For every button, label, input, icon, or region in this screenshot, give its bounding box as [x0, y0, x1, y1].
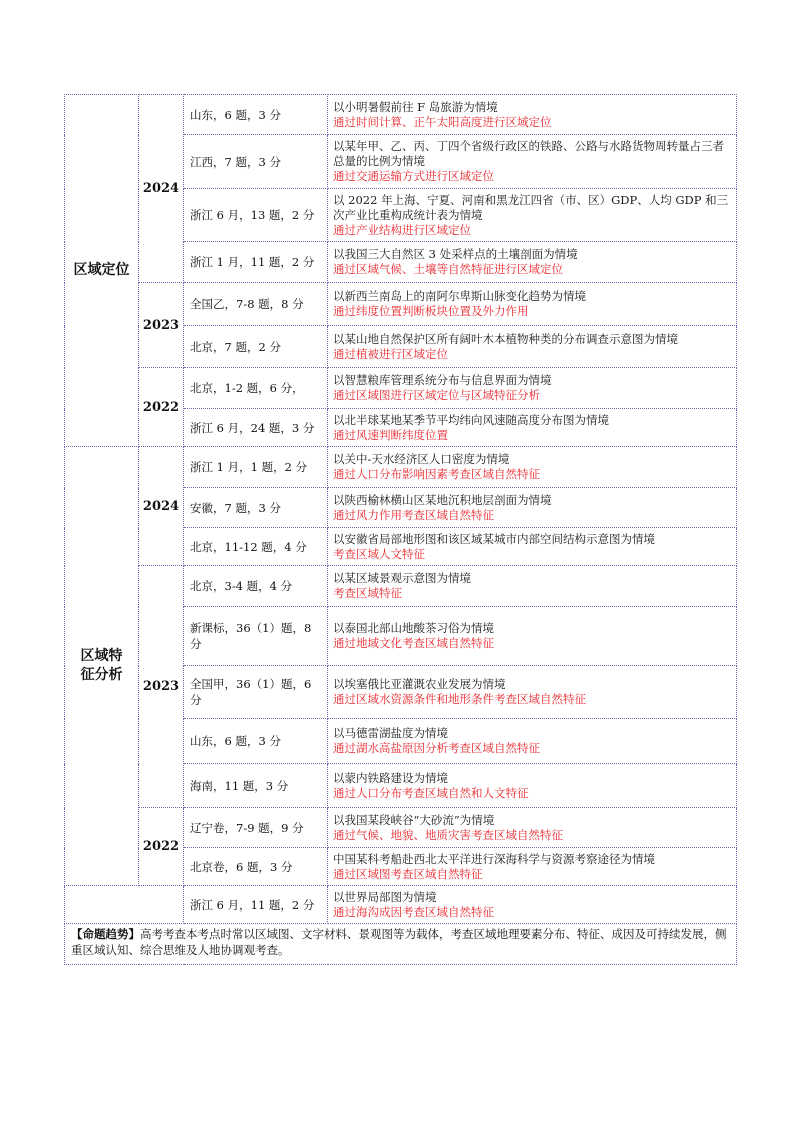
context-cell	[328, 566, 737, 607]
question-cell: 江西，7 题，3 分	[184, 135, 328, 189]
context-text: 以埃塞俄比亚灌溉农业发展为情境	[333, 677, 506, 691]
context-text: 以蒙内铁路建设为情境	[333, 770, 448, 785]
context-cell	[328, 95, 737, 135]
question-cell: 浙江 1 月，11 题，2 分	[184, 242, 328, 283]
question-cell: 北京，11-12 题，4 分	[184, 528, 328, 566]
context-cell	[328, 607, 737, 666]
year-cell	[139, 95, 184, 283]
question-cell: 北京，1-2 题，6 分，	[184, 368, 328, 409]
year-cell	[139, 447, 184, 566]
question-cell: 全国乙，7-8 题，8 分	[184, 283, 328, 326]
year-cell	[139, 566, 184, 808]
context-text: 以马德雷湖盐度为情境	[333, 726, 448, 740]
context-text: 以某区域景观示意图为情境	[333, 571, 471, 585]
topic-cell	[65, 447, 139, 886]
method-text: 通过区域图考查区域自然特征	[333, 866, 483, 881]
context-text: 以某山地自然保护区所有阔叶木本植物种类的分布调查示意图为情境	[333, 331, 678, 346]
context-text: 以我国某段峡谷“大砂流”为情境	[333, 812, 495, 827]
year-label: 2024	[142, 498, 180, 514]
question-cell: 浙江 6 月，13 题，2 分	[184, 189, 328, 242]
method-text: 通过区域气候、土壤等自然特征进行区域定位	[333, 262, 563, 276]
context-text: 以小明暑假前往 F 岛旅游为情境	[333, 99, 498, 114]
context-text: 以某年甲、乙、丙、丁四个省级行政区的铁路、公路与水路货物周转量占三者总量的比例为情境	[333, 139, 724, 168]
context-text: 以北半球某地某季节平均纬向风速随高度分布图为情境	[333, 412, 609, 427]
year-label: 2023	[142, 317, 180, 333]
method-text: 考查区域人文特征	[333, 546, 425, 561]
method-text: 通过风速判断纬度位置	[333, 427, 448, 442]
method-text: 通过地域文化考查区域自然特征	[333, 636, 494, 650]
question-cell: 北京，7 题，2 分	[184, 326, 328, 368]
question-cell: 海南，11 题，3 分	[184, 764, 328, 808]
context-text: 以智慧粮库管理系统分布与信息界面为情境	[333, 373, 552, 387]
context-text: 以陕西榆林横山区某地沉积地层剖面为情境	[333, 492, 552, 507]
year-cell	[139, 368, 184, 447]
context-cell	[328, 447, 737, 488]
method-text: 通过纬度位置判断板块位置及外力作用	[333, 304, 529, 318]
question-cell: 山东，6 题，3 分	[184, 719, 328, 764]
exam-analysis-table	[64, 94, 737, 965]
topic-label: 区域定位	[73, 262, 130, 278]
context-text: 中国某科考船赴西北太平洋进行深海科学与资源考察途径为情境	[333, 851, 655, 866]
context-cell	[328, 848, 737, 886]
context-text: 以关中-天水经济区人口密度为情境	[333, 452, 510, 466]
trend-text: 高考考查本考点时常以区域图、文字材料、景观图等为载体，考查区域地理要素分布、特征、成因及可持续发展，侧重区域认知、综合思维及人地协调观考查。	[71, 927, 727, 957]
method-text: 通过人口分布影响因素考查区域自然特征	[333, 467, 540, 481]
year-label: 2022	[142, 399, 180, 415]
context-cell	[328, 488, 737, 528]
year-label: 2022	[142, 839, 180, 854]
context-text: 以安徽省局部地形图和该区域某城市内部空间结构示意图为情境	[333, 531, 655, 546]
context-text: 以我国三大自然区 3 处采样点的土壤剖面为情境	[333, 247, 578, 261]
question-cell: 安徽，7 题，3 分	[184, 488, 328, 528]
context-cell	[328, 242, 737, 283]
question-cell: 新课标，36（1）题，8 分	[184, 607, 328, 666]
method-text: 通过人口分布考查区域自然和人文特征	[333, 785, 529, 800]
context-cell	[328, 886, 737, 924]
question-cell: 全国甲，36（1）题，6 分	[184, 666, 328, 719]
context-cell	[328, 326, 737, 368]
context-cell	[328, 409, 737, 447]
context-cell	[328, 528, 737, 566]
empty-cell	[65, 886, 184, 924]
method-text: 通过海沟成因考查区域自然特征	[333, 904, 494, 919]
year-label: 2024	[142, 181, 180, 196]
question-cell: 北京卷，6 题，3 分	[184, 848, 328, 886]
method-text: 通过产业结构进行区域定位	[333, 222, 471, 237]
context-cell	[328, 368, 737, 409]
context-cell	[328, 189, 737, 242]
context-text: 以世界局部图为情境	[333, 889, 437, 904]
context-cell	[328, 135, 737, 189]
question-cell: 辽宁卷，7-9 题，9 分	[184, 808, 328, 848]
question-cell: 山东，6 题，3 分	[184, 95, 328, 135]
question-cell: 浙江 6 月，11 题，2 分	[184, 886, 328, 924]
method-text: 通过植被进行区域定位	[333, 346, 448, 361]
exam-analysis-document	[64, 94, 736, 965]
year-cell	[139, 283, 184, 368]
question-cell: 浙江 6 月，24 题，3 分	[184, 409, 328, 447]
method-text: 通过湖水高盐原因分析考查区域自然特征	[333, 741, 540, 755]
method-text: 通过区域水资源条件和地形条件考查区域自然特征	[333, 692, 586, 706]
method-text: 通过区域图进行区域定位与区域特征分析	[333, 388, 540, 402]
method-text: 通过风力作用考查区域自然特征	[333, 507, 494, 522]
year-label: 2023	[142, 679, 180, 694]
context-text: 以新西兰南岛上的南阿尔卑斯山脉变化趋势为情境	[333, 289, 586, 303]
trend-label: 【命题趋势】	[71, 927, 140, 941]
context-cell	[328, 666, 737, 719]
context-cell	[328, 808, 737, 848]
context-cell	[328, 719, 737, 764]
topic-cell	[65, 95, 139, 447]
context-text: 以 2022 年上海、宁夏、河南和黑龙江四省（市、区）GDP、人均 GDP 和三次产业比重构成统计表为情境	[333, 192, 729, 222]
context-text: 以泰国北部山地酸茶习俗为情境	[333, 621, 494, 635]
method-text: 通过时间计算、正午太阳高度进行区域定位	[333, 114, 552, 129]
method-text: 通过气候、地貌、地质灾害考查区域自然特征	[333, 827, 563, 842]
question-cell: 北京，3-4 题，4 分	[184, 566, 328, 607]
context-cell	[328, 283, 737, 326]
topic-label: 区域特征分析	[80, 648, 123, 683]
year-cell	[139, 808, 184, 886]
context-cell	[328, 764, 737, 808]
method-text: 通过交通运输方式进行区域定位	[333, 169, 494, 183]
method-text: 考查区域特征	[333, 586, 402, 600]
trend-cell	[65, 924, 737, 965]
question-cell: 浙江 1 月，1 题，2 分	[184, 447, 328, 488]
